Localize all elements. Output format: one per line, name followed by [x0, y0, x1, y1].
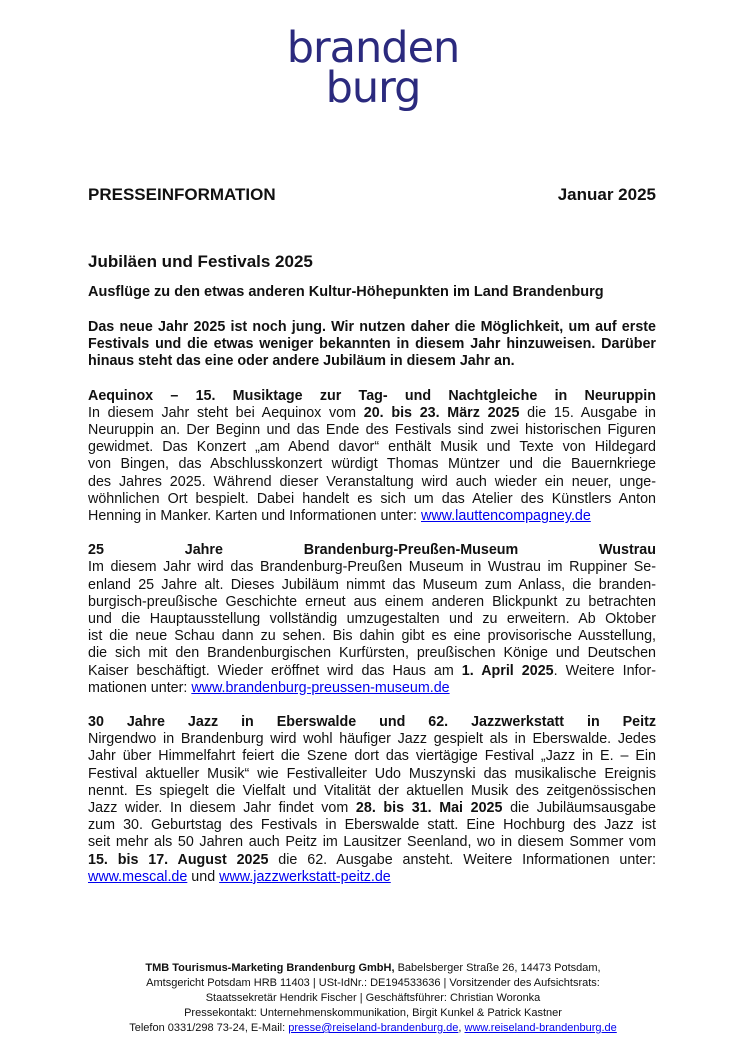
text: mationen unter: — [88, 679, 192, 696]
text: Nirgendwo in Brandenburg wird wohl häufiger Jazz gespielt als in Eberswalde. Jedes — [88, 731, 656, 748]
text: die 62. Ausgabe ansteht. Weitere Informationen unter: — [268, 851, 656, 868]
text: Neuruppin an. Der Beginn und das Ende des Festivals sind zwei historischen Figuren — [88, 422, 656, 439]
text: Henning in Manker. Karten und Informationen unter: — [88, 508, 422, 525]
brandenburg-logo — [0, 23, 746, 113]
text-line — [88, 559, 656, 576]
text-line — [88, 456, 656, 473]
document-header — [88, 185, 656, 205]
text: ist die neue Schau dann zu sehen. Bis dahin gibt es eine provisorische Ausstellung, — [88, 628, 656, 645]
website-link[interactable]: www.jazzwerkstatt-peitz.de — [219, 868, 391, 885]
text-line — [88, 542, 656, 559]
text: Jazz wider. In diesem Jahr findet vom — [88, 800, 356, 817]
footer-press-contact: Pressekontakt: Unternehmenskommunikation, Birgit Kunkel & Patrick Kastner — [184, 1007, 562, 1019]
text-line — [88, 852, 656, 869]
text-line — [88, 783, 656, 800]
text: Festival aktueller Musik“ wie Festivalleiter Udo Muszynski das musikalische Ereignis — [88, 765, 656, 782]
text: Kaiser beschäftigt. Wieder eröffnet wird das Haus am — [88, 662, 462, 679]
text-line — [88, 439, 656, 456]
text: enland 25 Jahre alt. Dieses Jubiläum nimmt das Museum zum Anlass, die branden- — [88, 576, 656, 593]
article-section — [88, 388, 656, 526]
text-line — [88, 731, 656, 748]
page-title: Jubiläen und Festivals 2025 — [88, 252, 313, 271]
website-link[interactable]: www.lauttencompagney.de — [421, 508, 591, 525]
article-section — [88, 542, 656, 697]
text: die sich mit den Brandenburgischen Kurfürsten, preußischen Könige und Deutschen — [88, 645, 656, 662]
footer-email-link[interactable]: presse@reiseland-brandenburg.de — [288, 1022, 459, 1034]
logo-line-1: branden — [286, 23, 460, 73]
text: burgisch-preußische Geschichte erneut aus einem anderen Blickpunkt zu betrachten — [88, 593, 656, 610]
page-subtitle: Ausflüge zu den etwas anderen Kultur-Höhepunkten im Land Brandenburg — [88, 284, 604, 300]
document-date: Januar 2025 — [557, 185, 656, 204]
text: Im diesem Jahr wird das Brandenburg-Preußen Museum in Wustrau im Ruppiner Se- — [88, 559, 656, 576]
bold-text: Das neue Jahr 2025 ist noch jung. Wir nutzen daher die Möglichkeit, um auf erste — [88, 319, 656, 335]
text: gewidmet. Das Konzert „am Abend davor“ enthält Musik und Texte von Hildegard — [88, 439, 656, 456]
text: von Bingen, das Abschlusskonzert würdigt Thomas Müntzer und die Bauernkriege — [88, 456, 656, 473]
footer-registry: Amtsgericht Potsdam HRB 11403 | USt-IdNr.: DE194533636 | Vorsitzender des Aufsichtsrats: — [146, 977, 600, 989]
text: wöhnlichen Ort bespielt. Dabei handelt es sich um das Atelier des Künstlers Anton — [88, 490, 656, 507]
text-line — [88, 714, 656, 731]
text-line — [88, 508, 656, 525]
text: die 15. Ausgabe in — [519, 404, 656, 421]
footer-company: TMB Tourismus-Marketing Brandenburg GmbH, — [145, 962, 395, 974]
text: die Jubiläumsausgabe — [502, 800, 657, 817]
bold-text: Festivals und die etwas weniger bekannten in diesem Jahr hinzuweisen. Darüber — [88, 336, 656, 353]
text: und — [187, 868, 220, 885]
bold-text: 15. bis 17. August 2025 — [88, 851, 269, 868]
text-line — [88, 628, 656, 645]
document-type: PRESSEINFORMATION — [88, 185, 276, 204]
text: und die Hauptausstellung vollständig umzugestalten und zu erweitern. Ab Oktober — [88, 611, 656, 628]
text-line — [88, 680, 656, 697]
text-line — [88, 491, 656, 508]
text: zum 30. Geburtstag des Festivals in Eberswalde statt. Eine Hochburg des Jazz ist — [88, 817, 656, 834]
website-link[interactable]: www.mescal.de — [88, 868, 188, 885]
text-line — [88, 663, 656, 680]
intro-paragraph — [88, 319, 656, 371]
text-line — [88, 336, 656, 353]
footer-website-link[interactable]: www.reiseland-brandenburg.de — [464, 1022, 617, 1034]
footer-imprint — [60, 961, 686, 1036]
footer-phone: Telefon 0331/298 73-24, E-Mail: — [129, 1022, 289, 1034]
text-line — [88, 577, 656, 594]
footer-management: Staatssekretär Hendrik Fischer | Geschäftsführer: Christian Woronka — [205, 992, 541, 1004]
text: In diesem Jahr steht bei Aequinox vom — [88, 404, 364, 421]
bold-text: 1. April 2025 — [461, 662, 554, 679]
footer-address: Babelsberger Straße 26, 14473 Potsdam, — [394, 962, 601, 974]
text-line — [88, 869, 656, 886]
text: Jahr über Himmelfahrt feiert die Szene dort das viertägige Festival „Jazz in E. – Ein — [88, 748, 656, 765]
text-line — [88, 405, 656, 422]
text-line — [88, 353, 656, 370]
bold-text: 25 Jahre Brandenburg-Preußen-Museum Wustrau — [88, 542, 656, 559]
text: des Jahres 2025. Während dieser Veranstaltung wird auch wieder ein neuer, unge- — [88, 473, 656, 490]
text-line — [88, 422, 656, 439]
text-line — [88, 748, 656, 765]
text-line — [88, 474, 656, 491]
text-line — [88, 766, 656, 783]
text: seit mehr als 50 Jahren auch Peitz im Lausitzer Seenland, wo in diesem Sommer vom — [88, 834, 656, 851]
text-line — [88, 834, 656, 851]
text: nennt. Es spiegelt die Vielfalt und Vitalität der aktuellen Musik des zeitgenössischen — [88, 782, 656, 799]
footer-separator: , — [458, 1022, 465, 1034]
bold-text: 28. bis 31. Mai 2025 — [355, 800, 503, 817]
text-line — [88, 319, 656, 336]
text-line — [88, 594, 656, 611]
bold-text: Aequinox – 15. Musiktage zur Tag- und Nachtgleiche in Neuruppin — [88, 387, 656, 404]
text-line — [88, 817, 656, 834]
logo-line-2: burg — [325, 63, 421, 113]
text: . Weitere Infor- — [553, 662, 656, 679]
bold-text: hinaus steht das eine oder andere Jubiläum in diesem Jahr an. — [88, 353, 515, 370]
text-line — [88, 388, 656, 405]
text-line — [88, 611, 656, 628]
bold-text: 20. bis 23. März 2025 — [363, 404, 520, 421]
text-line — [88, 800, 656, 817]
bold-text: 30 Jahre Jazz in Eberswalde und 62. Jazzwerkstatt in Peitz — [88, 714, 656, 731]
article-section — [88, 714, 656, 886]
website-link[interactable]: www.brandenburg-preussen-museum.de — [191, 679, 450, 696]
text-line — [88, 645, 656, 662]
article-body — [88, 319, 656, 903]
